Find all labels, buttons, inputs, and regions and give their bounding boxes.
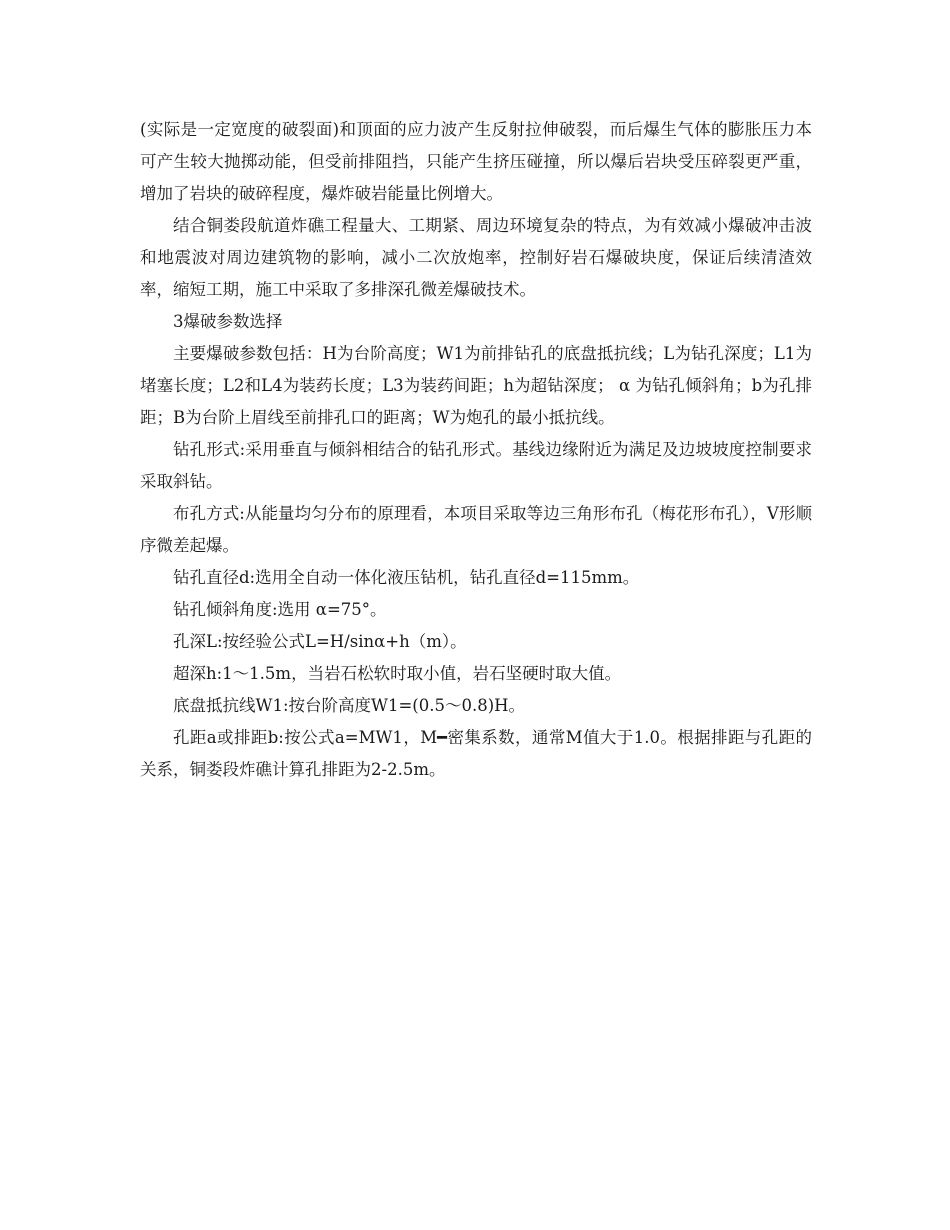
paragraph-continuation: (实际是一定宽度的破裂面)和顶面的应力波产生反射拉伸破裂，而后爆生气体的膨胀压力本可产生较大抛掷动能，但受前排阻挡，只能产生挤压碰撞，所以爆后岩块受压碎裂更严重，增加了岩块的破碎程度，爆炸破岩能量比例增大。 bbox=[140, 120, 812, 203]
paragraph-drill-diameter: 钻孔直径d:选用全自动一体化液压钻机，钻孔直径d=115mm。 bbox=[173, 568, 640, 587]
document-page bbox=[140, 114, 812, 786]
paragraph-hole-layout: 布孔方式:从能量均匀分布的原理看，本项目采取等边三角形布孔（梅花形布孔），V形顺序微差起爆。 bbox=[140, 504, 812, 555]
paragraph-burden: 底盘抵抗线W1:按台阶高度W1=(0.5～0.8)H。 bbox=[173, 696, 526, 715]
paragraph-drill-form: 钻孔形式:采用垂直与倾斜相结合的钻孔形式。基线边缘附近为满足及边坡坡度控制要求采取斜钻。 bbox=[140, 440, 812, 491]
paragraph-overdrill: 超深h:1～1.5m，当岩石松软时取小值，岩石坚硬时取大值。 bbox=[173, 664, 622, 683]
paragraph-technique: 结合铜娄段航道炸礁工程量大、工期紧、周边环境复杂的特点，为有效减小爆破冲击波和地震波对周边建筑物的影响，减小二次放炮率，控制好岩石爆破块度，保证后续清渣效率，缩短工期，施工中采取了多排深孔微差爆破技术。 bbox=[140, 216, 812, 299]
paragraph-hole-depth: 孔深L:按经验公式L=H/sinα+h（m）。 bbox=[173, 632, 467, 651]
paragraph-spacing: 孔距a或排距b:按公式a=MW1，M━密集系数，通常M值大于1.0。根据排距与孔距的关系，铜娄段炸礁计算孔排距为2-2.5m。 bbox=[140, 728, 812, 779]
section-heading: 3爆破参数选择 bbox=[173, 312, 283, 331]
paragraph-parameters: 主要爆破参数包括：H为台阶高度；W1为前排钻孔的底盘抵抗线；L为钻孔深度；L1为堵塞长度；L2和L4为装药长度；L3为装药间距；h为超钻深度； α 为钻孔倾斜角；b为孔排距；B为台阶上眉线至前排孔口的距离；W为炮孔的最小抵抗线。 bbox=[140, 344, 812, 427]
paragraph-drill-angle: 钻孔倾斜角度:选用 α=75°。 bbox=[173, 600, 387, 619]
